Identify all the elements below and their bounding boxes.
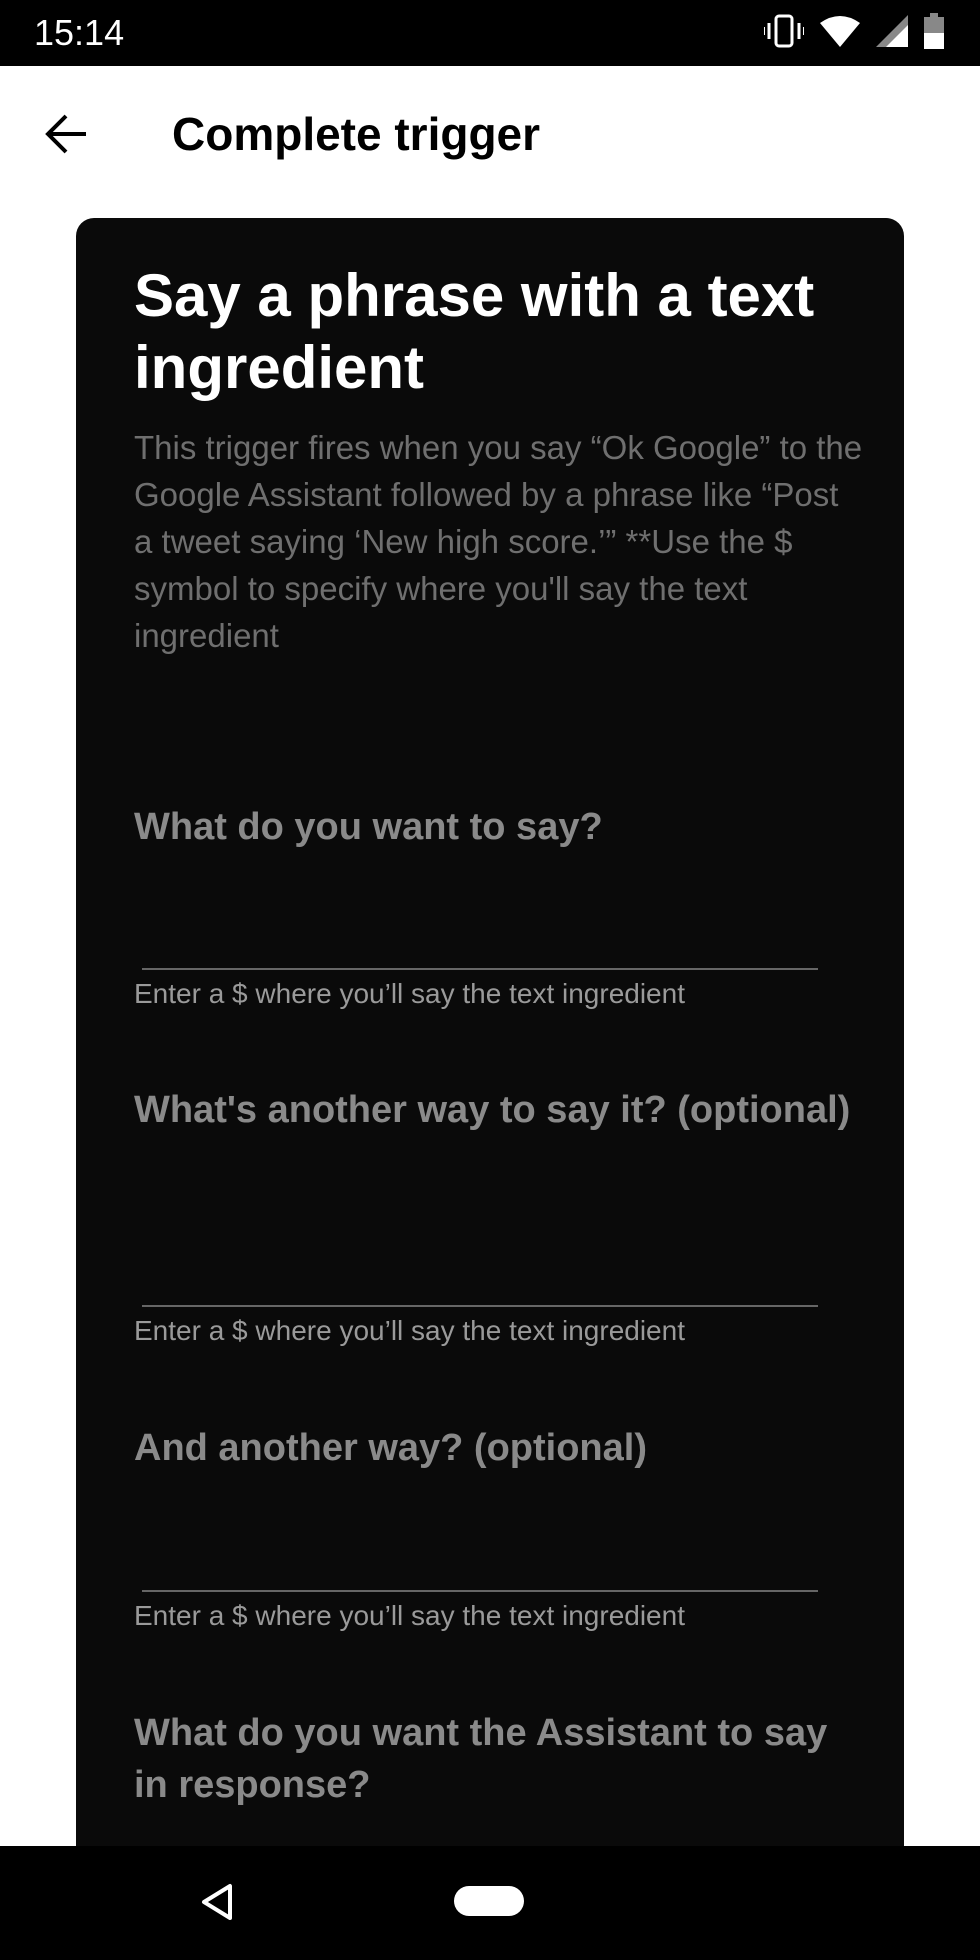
field-label-alternative-2: And another way? (optional) xyxy=(134,1427,647,1469)
card-description: This trigger fires when you say “Ok Google” to the Google Assistant followed by a phrase like “Post a tweet saying ‘New high score.’” **Use the $ symbol to specify where you'll say the text ingredient xyxy=(134,429,863,654)
nav-home-pill-icon[interactable] xyxy=(454,1886,524,1916)
field-label-say: What do you want to say? xyxy=(134,806,603,848)
battery-icon xyxy=(924,13,944,54)
field-label-alternative-1: What's another way to say it? (optional) xyxy=(134,1089,851,1131)
say-phrase-input[interactable] xyxy=(142,912,818,970)
app-bar xyxy=(0,66,980,206)
page-title: Complete trigger xyxy=(172,108,541,160)
alternative-phrase-input[interactable] xyxy=(142,1249,818,1307)
another-phrase-input[interactable] xyxy=(142,1534,818,1592)
back-button[interactable] xyxy=(36,106,96,166)
nav-back-triangle-icon[interactable] xyxy=(196,1880,240,1924)
signal-icon xyxy=(876,15,908,52)
field-label-response: What do you want the Assistant to say in response? xyxy=(134,1712,828,1806)
vibrate-icon xyxy=(764,13,804,54)
status-time: 15:14 xyxy=(34,12,125,53)
card-title: Say a phrase with a text ingredient xyxy=(134,262,815,401)
arrow-left-icon xyxy=(44,114,88,159)
trigger-card xyxy=(76,218,904,1848)
navigation-bar xyxy=(0,1846,980,1960)
wifi-icon xyxy=(820,15,860,52)
field-help-alternative-1: Enter a $ where you’ll say the text ingredient xyxy=(134,1315,685,1346)
status-bar xyxy=(0,0,980,66)
field-help-say: Enter a $ where you’ll say the text ingredient xyxy=(134,978,685,1009)
field-help-alternative-2: Enter a $ where you’ll say the text ingredient xyxy=(134,1600,685,1631)
status-icons xyxy=(764,14,944,52)
